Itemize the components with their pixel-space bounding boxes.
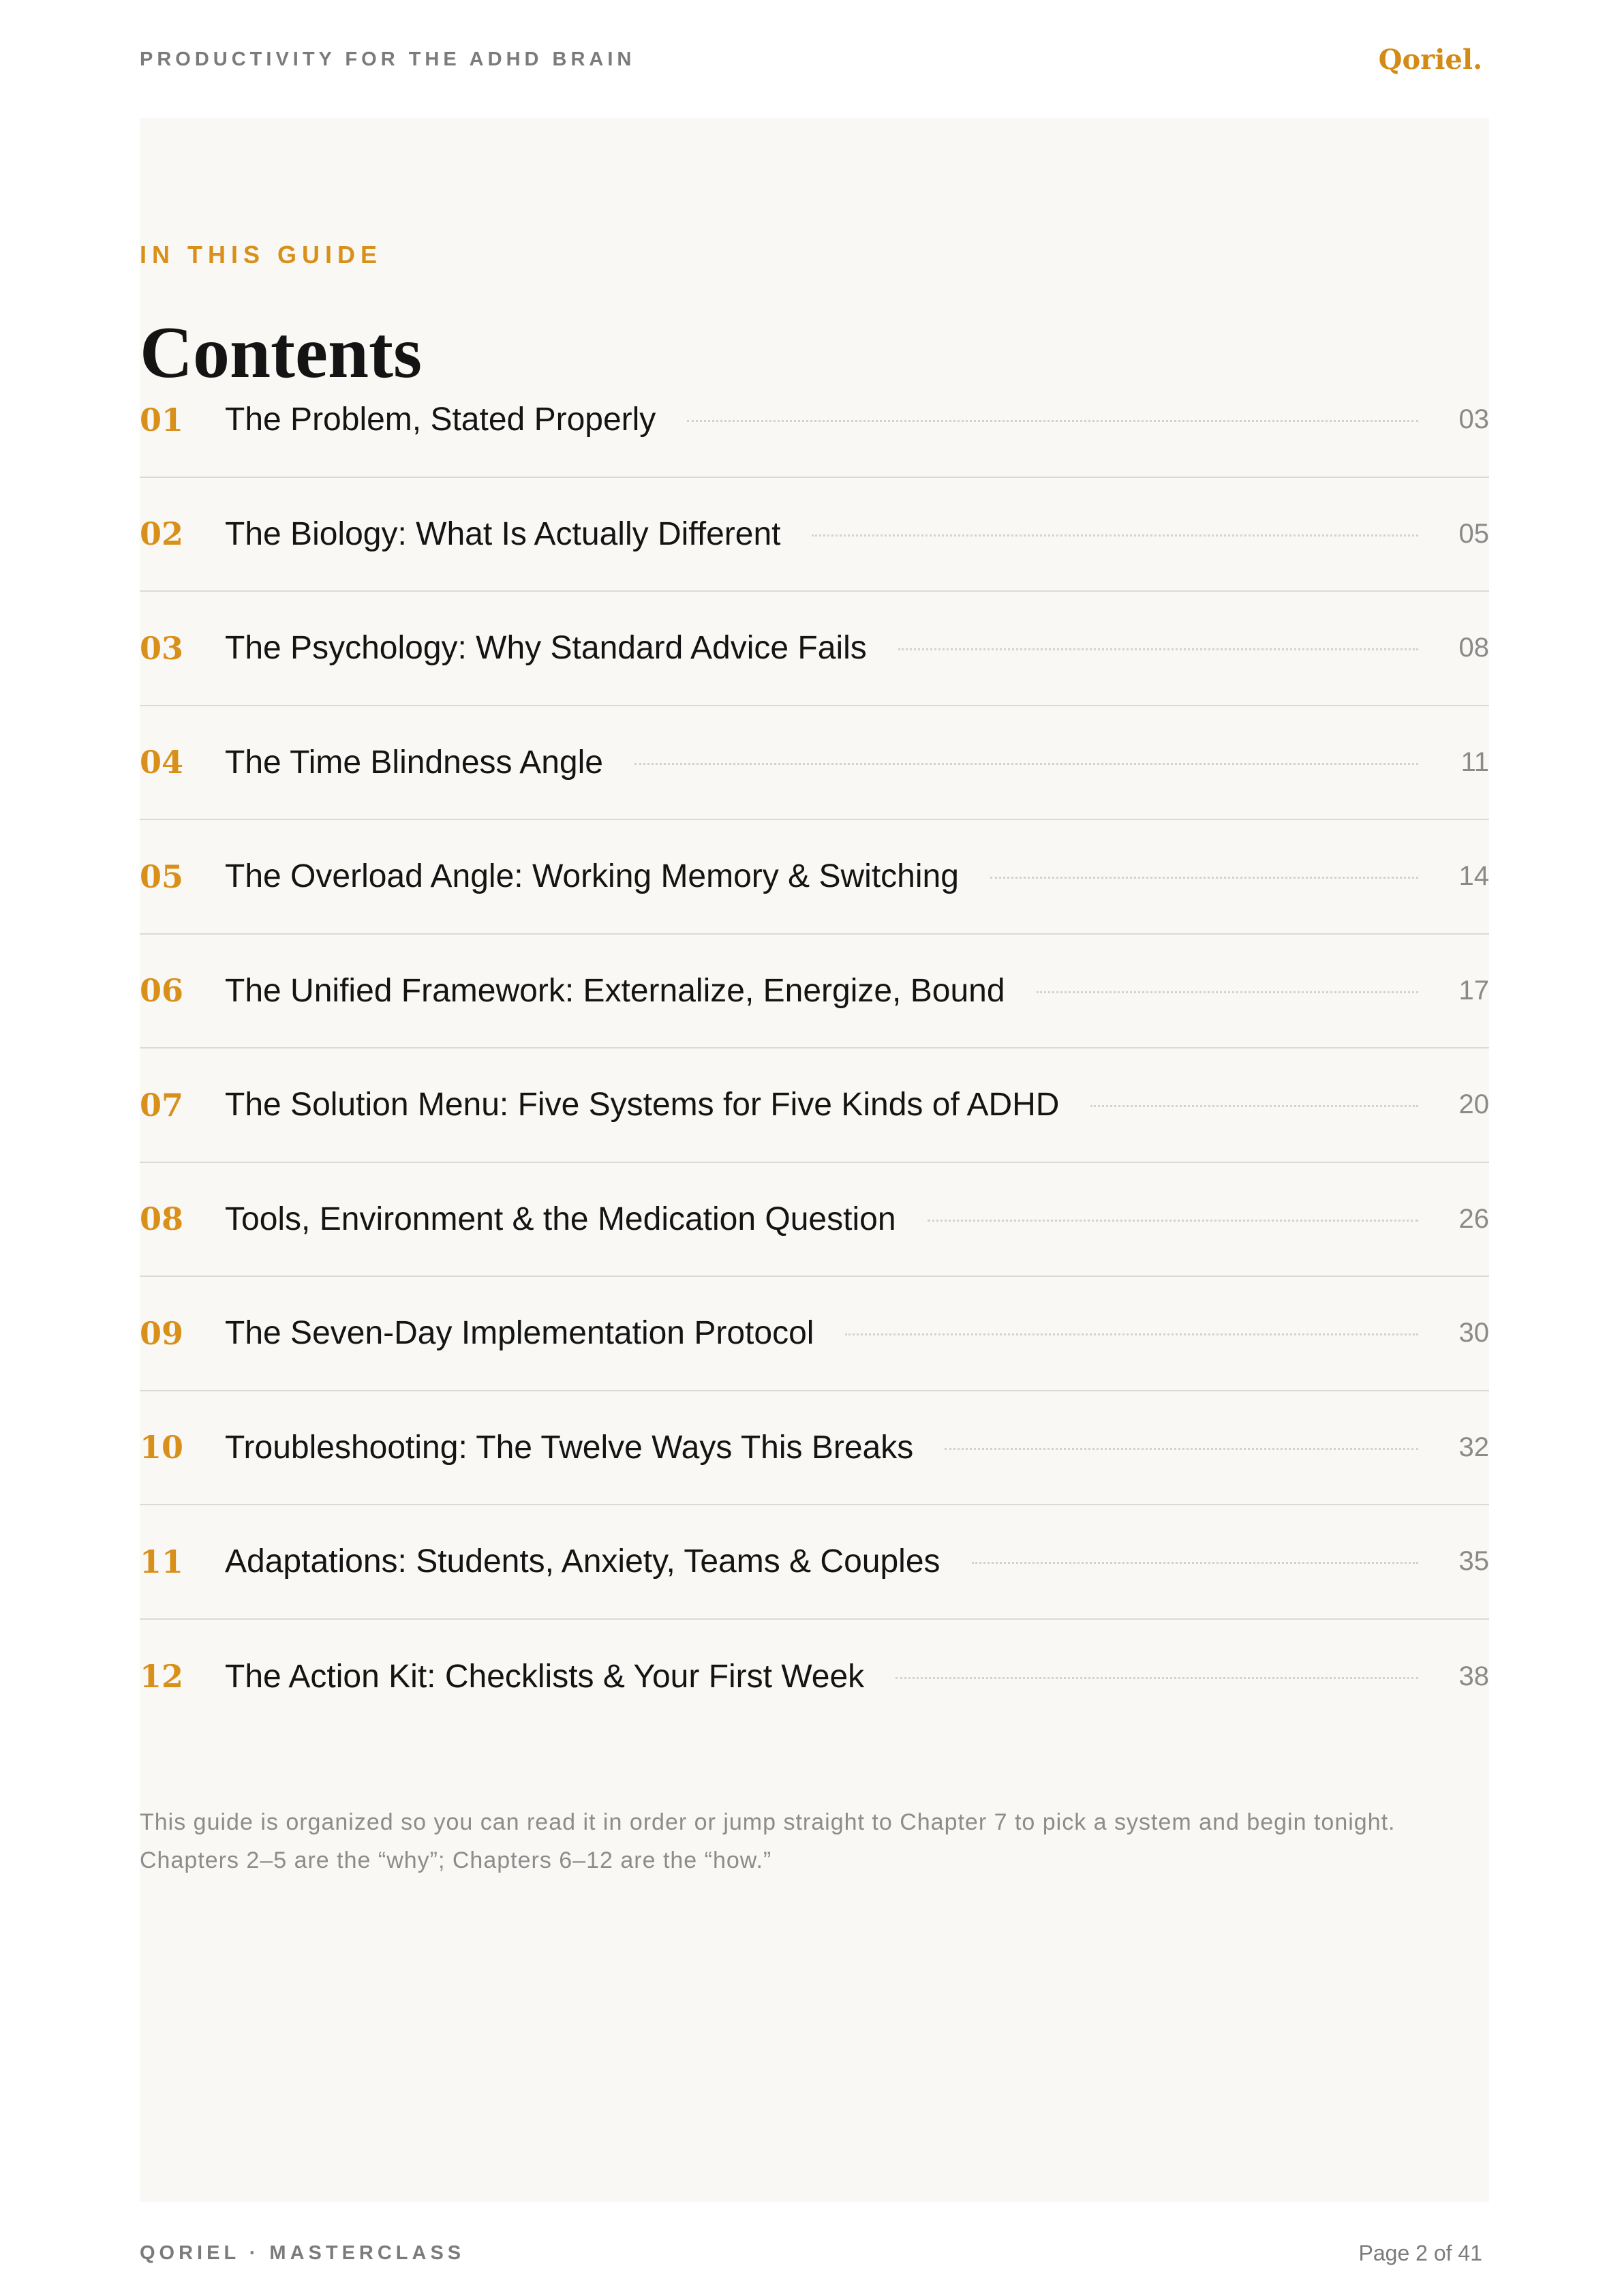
chapter-title: The Problem, Stated Properly (225, 402, 656, 438)
chapter-page-number: 03 (1458, 404, 1489, 435)
toc-entry[interactable] (140, 1277, 1489, 1391)
page-header (140, 42, 1482, 76)
chapter-title: The Action Kit: Checklists & Your First Week (225, 1658, 865, 1695)
chapter-page-number: 08 (1458, 633, 1489, 663)
guide-note: This guide is organized so you can read it in order or jump straight to Chapter 7 to pick a system and begin tonight. Chapters 2–5 are the “why”; Chapters 6–12 are the “how.” (140, 1809, 1396, 1873)
toc-entry[interactable] (140, 363, 1489, 478)
dotted-leader (928, 1220, 1418, 1222)
dotted-leader (972, 1562, 1418, 1564)
toc-entry[interactable] (140, 478, 1489, 592)
chapter-number: 12 (140, 1658, 184, 1695)
chapter-page-number: 26 (1458, 1203, 1489, 1234)
dotted-leader (990, 877, 1418, 879)
chapter-number: 03 (140, 629, 184, 667)
chapter-number: 02 (140, 515, 184, 553)
chapter-page-number: 11 (1460, 746, 1489, 777)
chapter-number: 04 (140, 744, 184, 781)
chapter-title: Troubleshooting: The Twelve Ways This Breaks (225, 1429, 914, 1466)
toc-entry[interactable] (140, 1048, 1489, 1163)
dotted-leader (1037, 991, 1418, 993)
chapter-number: 09 (140, 1314, 184, 1352)
toc-entry[interactable] (140, 592, 1489, 706)
page-number: Page 2 of 41 (1358, 2240, 1482, 2265)
chapter-number: 06 (140, 972, 184, 1010)
chapter-title: The Time Blindness Angle (225, 744, 603, 781)
page-footer (140, 2236, 1482, 2270)
toc-entry[interactable] (140, 1505, 1489, 1620)
chapter-page-number: 35 (1458, 1546, 1489, 1577)
chapter-number: 07 (140, 1086, 184, 1123)
chapter-title: The Biology: What Is Actually Different (225, 515, 781, 552)
chapter-title: The Unified Framework: Externalize, Energize, Bound (225, 972, 1005, 1009)
table-of-contents (140, 363, 1489, 1734)
chapter-page-number: 38 (1458, 1661, 1489, 1691)
dotted-leader (896, 1677, 1418, 1679)
brand-logo: Qoriel. (1378, 43, 1482, 76)
chapter-page-number: 20 (1458, 1089, 1489, 1120)
chapter-page-number: 30 (1458, 1318, 1489, 1348)
dotted-leader (812, 534, 1418, 537)
chapter-title: The Solution Menu: Five Systems for Five Kinds of ADHD (225, 1087, 1060, 1123)
dotted-leader (634, 763, 1418, 765)
chapter-number: 05 (140, 858, 184, 895)
chapter-page-number: 05 (1458, 518, 1489, 549)
dotted-leader (945, 1448, 1418, 1450)
toc-entry[interactable] (140, 820, 1489, 935)
toc-entry[interactable] (140, 706, 1489, 821)
running-title: PRODUCTIVITY FOR THE ADHD BRAIN (140, 48, 636, 70)
chapter-title: Tools, Environment & the Medication Question (225, 1200, 896, 1237)
dotted-leader (898, 648, 1418, 650)
footer-brand: QORIEL · MASTERCLASS (140, 2241, 465, 2264)
dotted-leader (687, 420, 1418, 422)
page-title: Contents (140, 312, 423, 393)
chapter-number: 08 (140, 1200, 184, 1238)
dotted-leader (845, 1333, 1418, 1335)
chapter-number: 11 (140, 1543, 184, 1580)
toc-entry[interactable] (140, 1163, 1489, 1278)
dotted-leader (1090, 1105, 1418, 1107)
toc-entry[interactable] (140, 935, 1489, 1049)
chapter-title: The Seven-Day Implementation Protocol (225, 1315, 814, 1352)
chapter-page-number: 32 (1458, 1432, 1489, 1462)
chapter-title: The Psychology: Why Standard Advice Fails (225, 630, 867, 667)
section-eyebrow: IN THIS GUIDE (140, 241, 383, 269)
chapter-page-number: 14 (1458, 861, 1489, 892)
chapter-page-number: 17 (1458, 975, 1489, 1006)
chapter-title: The Overload Angle: Working Memory & Switching (225, 858, 959, 895)
toc-entry[interactable] (140, 1391, 1489, 1506)
chapter-number: 01 (140, 401, 184, 438)
chapter-number: 10 (140, 1429, 184, 1466)
toc-entry[interactable] (140, 1620, 1489, 1734)
chapter-title: Adaptations: Students, Anxiety, Teams & Couples (225, 1543, 940, 1580)
